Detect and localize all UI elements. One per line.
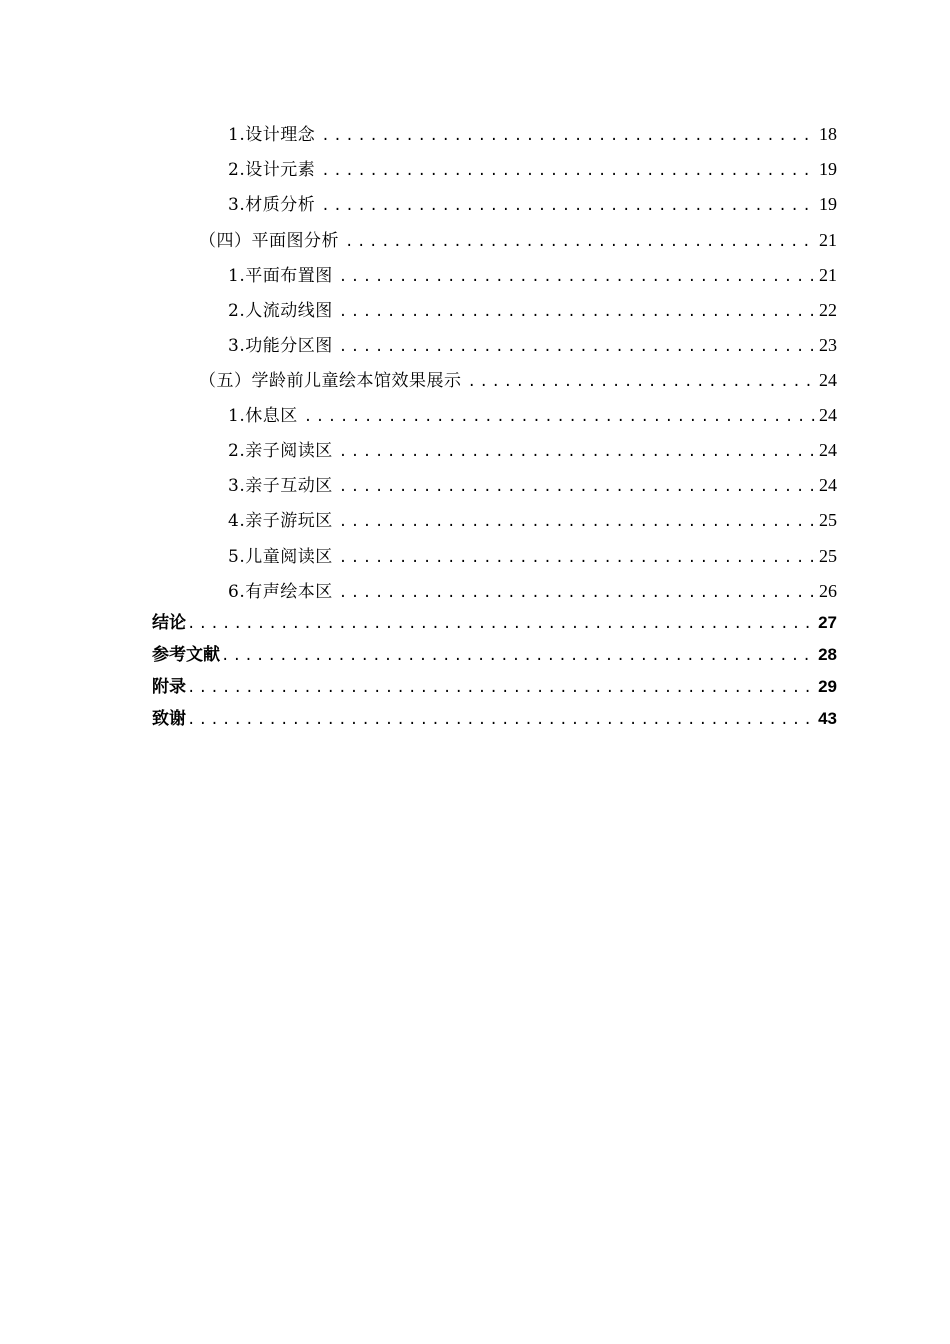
toc-entry-page: 29 xyxy=(818,677,837,696)
toc-dot-leader xyxy=(339,546,815,570)
toc-entry-page: 24 xyxy=(819,405,837,425)
toc-entry-page: 24 xyxy=(819,370,837,390)
toc-entry-page: 25 xyxy=(819,546,837,566)
toc-entry[interactable] xyxy=(152,675,837,699)
toc-dot-leader xyxy=(321,194,815,218)
toc-entry-page: 24 xyxy=(819,440,837,460)
toc-dot-leader xyxy=(345,230,815,254)
toc-entry[interactable] xyxy=(228,192,837,216)
toc-entry-label: 结论 xyxy=(152,613,186,633)
toc-entry-label: 4.亲子游玩区 xyxy=(228,511,333,531)
toc-dot-leader xyxy=(339,510,815,534)
toc-entry-label: 1.平面布置图 xyxy=(228,266,333,286)
toc-entry[interactable] xyxy=(228,122,837,146)
toc-entry-page: 27 xyxy=(818,613,837,632)
toc-dot-leader xyxy=(339,300,815,324)
toc-entry-label: 3.材质分析 xyxy=(228,195,316,215)
toc-dot-leader xyxy=(339,335,815,359)
toc-entry[interactable] xyxy=(228,157,837,181)
toc-dot-leader xyxy=(468,370,816,394)
toc-entry-page: 19 xyxy=(819,159,837,179)
toc-dot-leader xyxy=(321,159,815,183)
toc-entry-label: 致谢 xyxy=(152,709,186,729)
toc-entry[interactable] xyxy=(228,333,837,357)
toc-entry-label: 2.设计元素 xyxy=(228,160,316,180)
toc-entry-page: 25 xyxy=(819,510,837,530)
toc-dot-leader xyxy=(339,440,815,464)
toc-entry[interactable] xyxy=(228,473,837,497)
toc-entry-label: 2.人流动线图 xyxy=(228,301,333,321)
toc-entry-label: 3.功能分区图 xyxy=(228,336,333,356)
toc-entry-label: 1.休息区 xyxy=(228,406,298,426)
toc-entry[interactable] xyxy=(228,438,837,462)
toc-entry[interactable] xyxy=(228,263,837,287)
toc-entry[interactable] xyxy=(228,298,837,322)
toc-entry-page: 22 xyxy=(819,300,837,320)
toc-entry[interactable] xyxy=(152,707,837,731)
toc-entry-label: 1.设计理念 xyxy=(228,125,316,145)
toc-entry[interactable] xyxy=(228,508,837,532)
toc-entry[interactable] xyxy=(228,544,837,568)
toc-dot-leader xyxy=(221,644,814,668)
toc-dot-leader xyxy=(187,612,814,636)
toc-entry-label: 6.有声绘本区 xyxy=(228,582,333,602)
toc-entry[interactable] xyxy=(199,228,837,252)
toc-entry-label: （四）平面图分析 xyxy=(199,231,339,251)
toc-dot-leader xyxy=(339,265,815,289)
toc-entry[interactable] xyxy=(152,611,837,635)
toc-entry-page: 43 xyxy=(818,709,837,728)
toc-entry-page: 19 xyxy=(819,194,837,214)
toc-entry-page: 26 xyxy=(819,581,837,601)
toc-entry-label: 2.亲子阅读区 xyxy=(228,441,333,461)
toc-dot-leader xyxy=(321,124,815,148)
toc-entry-page: 23 xyxy=(819,335,837,355)
toc-entry[interactable] xyxy=(199,368,837,392)
toc-entry-label: 附录 xyxy=(152,677,186,697)
toc-dot-leader xyxy=(339,581,815,605)
toc-entry-label: （五）学龄前儿童绘本馆效果展示 xyxy=(199,371,462,391)
toc-entry[interactable] xyxy=(228,403,837,427)
toc-entry[interactable] xyxy=(228,579,837,603)
toc-dot-leader xyxy=(187,676,814,700)
toc-entry-page: 21 xyxy=(819,230,837,250)
toc-entry[interactable] xyxy=(152,643,837,667)
toc-entry-page: 24 xyxy=(819,475,837,495)
toc-dot-leader xyxy=(304,405,815,429)
toc-entry-label: 3.亲子互动区 xyxy=(228,476,333,496)
toc-dot-leader xyxy=(187,708,814,732)
toc-entry-page: 21 xyxy=(819,265,837,285)
toc-dot-leader xyxy=(339,475,815,499)
toc-entry-page: 18 xyxy=(819,124,837,144)
toc-entry-label: 5.儿童阅读区 xyxy=(228,547,333,567)
toc-entry-page: 28 xyxy=(818,645,837,664)
toc-entry-label: 参考文献 xyxy=(152,645,220,665)
